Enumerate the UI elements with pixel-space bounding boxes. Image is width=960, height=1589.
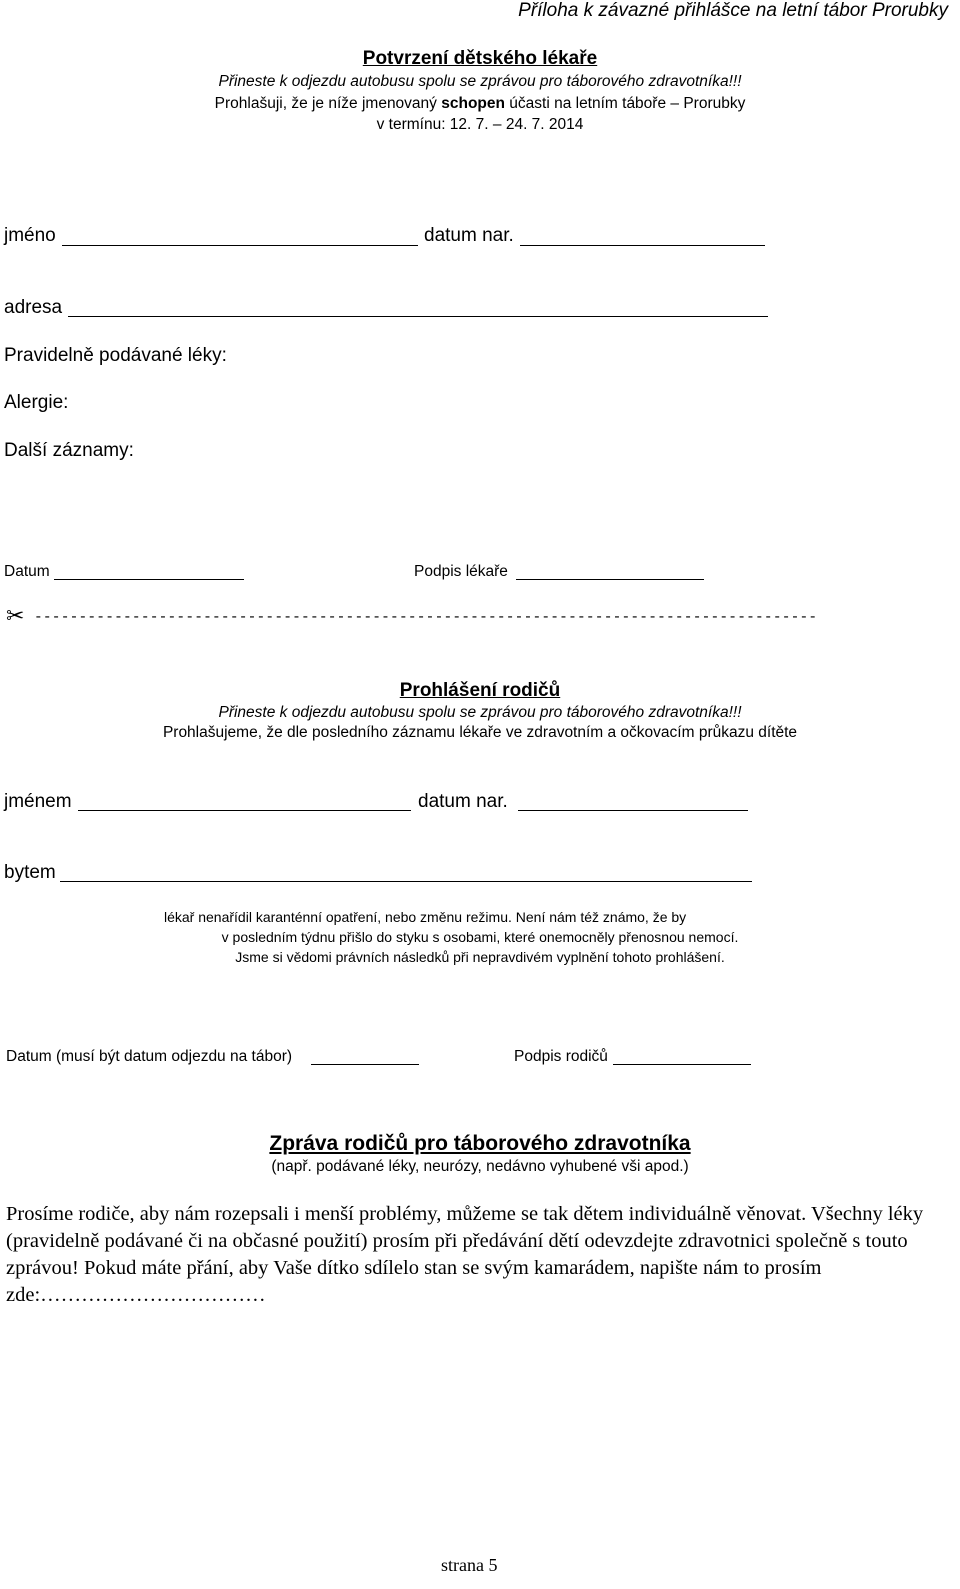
declaration-text-before: Prohlašuji, že je níže jmenovaný [214,95,442,112]
parents-statement-line-1: lékař nenařídil karanténní opatření, nebo změnu režimu. Není nám též známo, že by [164,909,687,925]
allergy-label: Alergie: [4,392,69,413]
declaration-bold: schopen [441,95,505,112]
address-field[interactable] [68,316,768,317]
child-name-label: jménem [4,791,72,812]
doctor-signature-field[interactable] [516,579,704,580]
other-records-label: Další záznamy: [4,440,134,461]
name-label: jméno [4,225,56,246]
parents-statement-line-2: v posledním týdnu přišlo do styku s osobami, které onemocněly přenosnou nemocí. [221,929,739,945]
name-field[interactable] [62,245,418,246]
doctor-declaration [0,95,960,113]
doctor-notice: Přineste k odjezdu autobusu spolu se zprávou pro táborového zdravotníka!!! [218,73,742,90]
birth-date-field[interactable] [520,245,765,246]
doctor-signature-label: Podpis lékaře [414,563,508,580]
parents-notice: Přineste k odjezdu autobusu spolu se zprávou pro táborového zdravotníka!!! [218,704,742,721]
parents-signature-field[interactable] [613,1064,751,1065]
doctor-section-title: Potvrzení dětského lékaře [362,48,598,69]
doctor-date-field[interactable] [54,579,244,580]
child-birth-date-field[interactable] [518,810,748,811]
child-name-field[interactable] [78,810,411,811]
birth-date-label: datum nar. [424,225,514,246]
page-number: strana 5 [441,1555,498,1575]
cut-line-dashes: ---------------------------------------------------------------------------------------- [34,610,818,626]
medications-label: Pravidelně podávané léky: [4,345,227,366]
parents-date-field[interactable] [311,1064,419,1065]
report-section-title: Zpráva rodičů pro táborového zdravotníka [269,1132,691,1155]
parents-declaration: Prohlašujeme, že dle posledního záznamu lékaře ve zdravotním a očkovacím průkazu dítěte [162,724,798,741]
header-note: Příloha k závazné přihlášce na letní tábor Prorubky [518,0,948,21]
report-section-subtitle: (např. podávané léky, neurózy, nedávno vyhubené vši apod.) [271,1158,689,1175]
residence-field[interactable] [60,881,752,882]
scissors-icon: ✂ [6,604,25,629]
parents-signature-label: Podpis rodičů [514,1048,608,1065]
address-label: adresa [4,297,63,318]
doctor-term: v termínu: 12. 7. – 24. 7. 2014 [376,116,584,133]
residence-label: bytem [4,862,56,883]
doctor-date-label: Datum [4,563,50,580]
child-birth-date-label: datum nar. [418,791,508,812]
declaration-text-after: účasti na letním táboře – Prorubky [504,95,746,112]
parents-statement-line-3: Jsme si vědomi právních následků při nepravdivém vyplnění tohoto prohlášení. [235,949,725,965]
parents-section-title: Prohlášení rodičů [399,680,561,701]
parents-date-label: Datum (musí být datum odjezdu na tábor) [6,1048,293,1065]
report-paragraph: Prosíme rodiče, aby nám rozepsali i menší problémy, můžeme se tak dětem individuálně věnovat. Všechny léky (pravidelně podávané či na občasné použití) prosím při předávání dětí odevzdejte zdravotnici společně s touto zprávou! Pokud máte přání, aby Vaše dítko sdílelo stan se svým kamarádem, napište nám to prosím zde:…………………………… [6,1203,924,1306]
